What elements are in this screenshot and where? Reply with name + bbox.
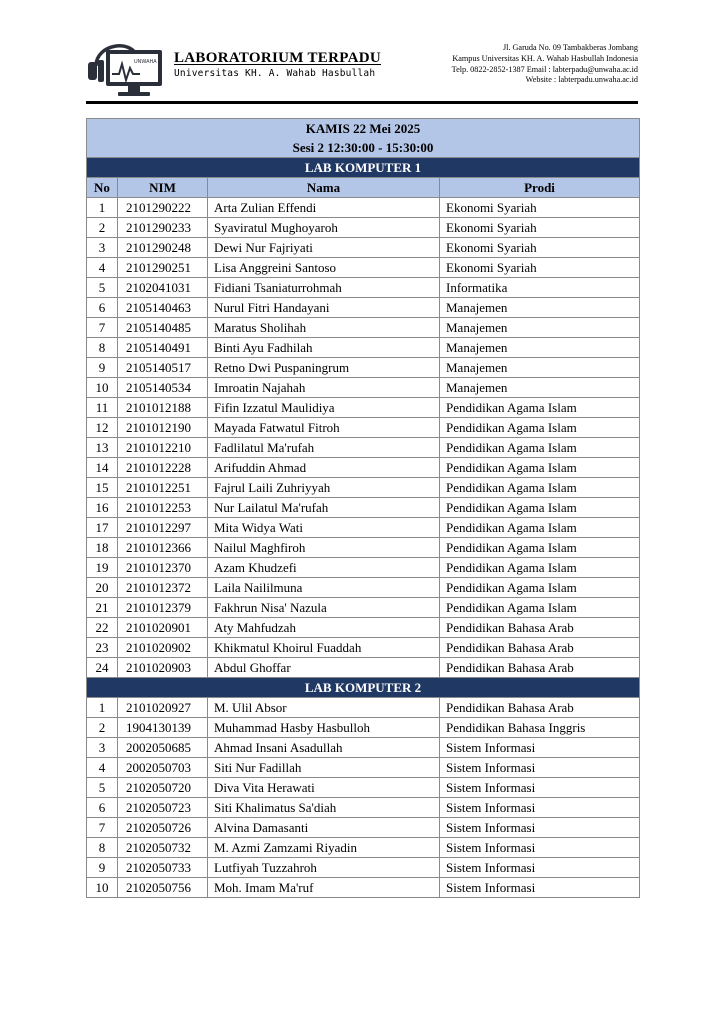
name-cell: Moh. Imam Ma'ruf <box>208 878 440 898</box>
name-cell: Fajrul Laili Zuhriyyah <box>208 478 440 498</box>
nim-cell: 2002050703 <box>118 758 208 778</box>
name-cell: Khikmatul Khoirul Fuaddah <box>208 638 440 658</box>
lab-name: LAB KOMPUTER 1 <box>87 158 640 178</box>
schedule-session: Sesi 2 12:30:00 - 15:30:00 <box>87 138 640 158</box>
table-row <box>87 598 640 618</box>
row-number: 20 <box>87 578 118 598</box>
row-number: 9 <box>87 358 118 378</box>
nim-cell: 2101290233 <box>118 218 208 238</box>
table-row <box>87 478 640 498</box>
row-number: 11 <box>87 398 118 418</box>
table-row <box>87 378 640 398</box>
row-number: 1 <box>87 698 118 718</box>
row-number: 16 <box>87 498 118 518</box>
name-cell: Mita Widya Wati <box>208 518 440 538</box>
table-row <box>87 278 640 298</box>
lab-section-header <box>87 678 640 698</box>
schedule-date: KAMIS 22 Mei 2025 <box>87 119 640 139</box>
table-row <box>87 398 640 418</box>
table-row <box>87 518 640 538</box>
row-number: 14 <box>87 458 118 478</box>
name-cell: Binti Ayu Fadhilah <box>208 338 440 358</box>
row-number: 5 <box>87 778 118 798</box>
row-number: 21 <box>87 598 118 618</box>
nim-cell: 2101012297 <box>118 518 208 538</box>
table-row <box>87 498 640 518</box>
row-number: 24 <box>87 658 118 678</box>
row-number: 4 <box>87 258 118 278</box>
name-cell: M. Ulil Absor <box>208 698 440 718</box>
nim-cell: 2101290248 <box>118 238 208 258</box>
row-number: 8 <box>87 838 118 858</box>
nim-cell: 2101012253 <box>118 498 208 518</box>
name-cell: Nailul Maghfiroh <box>208 538 440 558</box>
row-number: 19 <box>87 558 118 578</box>
name-cell: Azam Khudzefi <box>208 558 440 578</box>
prodi-cell: Manajemen <box>440 318 640 338</box>
name-cell: Alvina Damasanti <box>208 818 440 838</box>
row-number: 3 <box>87 238 118 258</box>
university-name: Universitas KH. A. Wahab Hasbullah <box>174 68 376 79</box>
nim-cell: 2105140463 <box>118 298 208 318</box>
prodi-cell: Sistem Informasi <box>440 838 640 858</box>
table-row <box>87 618 640 638</box>
svg-text:UNWAHA: UNWAHA <box>134 59 157 65</box>
prodi-cell: Pendidikan Agama Islam <box>440 538 640 558</box>
name-cell: Aty Mahfudzah <box>208 618 440 638</box>
row-number: 7 <box>87 818 118 838</box>
table-row <box>87 718 640 738</box>
prodi-cell: Pendidikan Agama Islam <box>440 458 640 478</box>
row-number: 22 <box>87 618 118 638</box>
nim-cell: 2101020903 <box>118 658 208 678</box>
nim-cell: 2101012210 <box>118 438 208 458</box>
address-line: Kampus Universitas KH. A. Wahab Hasbullah Indonesia <box>452 53 638 63</box>
prodi-cell: Pendidikan Bahasa Arab <box>440 618 640 638</box>
name-cell: Dewi Nur Fajriyati <box>208 238 440 258</box>
table-row <box>87 818 640 838</box>
table-row <box>87 878 640 898</box>
prodi-cell: Sistem Informasi <box>440 818 640 838</box>
row-number: 12 <box>87 418 118 438</box>
prodi-cell: Manajemen <box>440 358 640 378</box>
table-row <box>87 578 640 598</box>
row-number: 6 <box>87 298 118 318</box>
prodi-cell: Manajemen <box>440 378 640 398</box>
nim-cell: 2102050726 <box>118 818 208 838</box>
nim-cell: 2102050732 <box>118 838 208 858</box>
row-number: 10 <box>87 378 118 398</box>
row-number: 9 <box>87 858 118 878</box>
table-row <box>87 218 640 238</box>
row-number: 17 <box>87 518 118 538</box>
table-row <box>87 778 640 798</box>
table-row <box>87 758 640 778</box>
table-row <box>87 418 640 438</box>
nim-cell: 2102041031 <box>118 278 208 298</box>
name-cell: Lisa Anggreini Santoso <box>208 258 440 278</box>
name-cell: Nurul Fitri Handayani <box>208 298 440 318</box>
name-cell: Arta Zulian Effendi <box>208 198 440 218</box>
name-cell: Fifin Izzatul Maulidiya <box>208 398 440 418</box>
table-row <box>87 458 640 478</box>
name-cell: Retno Dwi Puspaningrum <box>208 358 440 378</box>
nim-cell: 2101020901 <box>118 618 208 638</box>
column-header-row <box>87 178 640 198</box>
prodi-cell: Pendidikan Agama Islam <box>440 518 640 538</box>
name-cell: Siti Nur Fadillah <box>208 758 440 778</box>
prodi-cell: Informatika <box>440 278 640 298</box>
column-header: Nama <box>208 178 440 198</box>
table-row <box>87 358 640 378</box>
table-row <box>87 638 640 658</box>
nim-cell: 2101020902 <box>118 638 208 658</box>
name-cell: Nur Lailatul Ma'rufah <box>208 498 440 518</box>
nim-cell: 2101012366 <box>118 538 208 558</box>
row-number: 2 <box>87 718 118 738</box>
session-row <box>87 138 640 158</box>
name-cell: M. Azmi Zamzami Riyadin <box>208 838 440 858</box>
nim-cell: 2105140491 <box>118 338 208 358</box>
letterhead-divider <box>86 101 638 104</box>
prodi-cell: Pendidikan Agama Islam <box>440 438 640 458</box>
row-number: 23 <box>87 638 118 658</box>
name-cell: Lutfiyah Tuzzahroh <box>208 858 440 878</box>
table-row <box>87 318 640 338</box>
nim-cell: 2101290251 <box>118 258 208 278</box>
prodi-cell: Ekonomi Syariah <box>440 258 640 278</box>
row-number: 8 <box>87 338 118 358</box>
nim-cell: 2101012190 <box>118 418 208 438</box>
prodi-cell: Pendidikan Bahasa Arab <box>440 658 640 678</box>
prodi-cell: Pendidikan Agama Islam <box>440 478 640 498</box>
nim-cell: 2101012370 <box>118 558 208 578</box>
row-number: 7 <box>87 318 118 338</box>
prodi-cell: Pendidikan Agama Islam <box>440 578 640 598</box>
name-cell: Diva Vita Herawati <box>208 778 440 798</box>
prodi-cell: Ekonomi Syariah <box>440 218 640 238</box>
name-cell: Syaviratul Mughoyaroh <box>208 218 440 238</box>
name-cell: Ahmad Insani Asadullah <box>208 738 440 758</box>
address-line: Jl. Garuda No. 09 Tambakberas Jombang <box>502 43 638 52</box>
prodi-cell: Sistem Informasi <box>440 758 640 778</box>
prodi-cell: Sistem Informasi <box>440 738 640 758</box>
column-header: NIM <box>118 178 208 198</box>
prodi-cell: Pendidikan Agama Islam <box>440 498 640 518</box>
row-number: 18 <box>87 538 118 558</box>
contact-line: Telp. 0822-2852-1387 Email : labterpadu@unwaha.ac.id <box>451 64 638 74</box>
table-row <box>87 298 640 318</box>
lab-logo-icon <box>86 36 164 98</box>
row-number: 5 <box>87 278 118 298</box>
prodi-cell: Manajemen <box>440 338 640 358</box>
name-cell: Muhammad Hasby Hasbulloh <box>208 718 440 738</box>
table-row <box>87 698 640 718</box>
row-number: 10 <box>87 878 118 898</box>
table-row <box>87 838 640 858</box>
row-number: 4 <box>87 758 118 778</box>
table-row <box>87 258 640 278</box>
prodi-cell: Pendidikan Bahasa Arab <box>440 698 640 718</box>
nim-cell: 2102050756 <box>118 878 208 898</box>
schedule-body <box>87 119 640 898</box>
name-cell: Fidiani Tsaniaturrohmah <box>208 278 440 298</box>
name-cell: Laila Naililmuna <box>208 578 440 598</box>
table-row <box>87 198 640 218</box>
prodi-cell: Sistem Informasi <box>440 778 640 798</box>
nim-cell: 2101020927 <box>118 698 208 718</box>
table-row <box>87 438 640 458</box>
row-number: 6 <box>87 798 118 818</box>
nim-cell: 2101012188 <box>118 398 208 418</box>
table-row <box>87 338 640 358</box>
prodi-cell: Manajemen <box>440 298 640 318</box>
website-line: Website : labterpadu.unwaha.ac.id <box>525 75 638 85</box>
prodi-cell: Ekonomi Syariah <box>440 198 640 218</box>
nim-cell: 2002050685 <box>118 738 208 758</box>
nim-cell: 1904130139 <box>118 718 208 738</box>
nim-cell: 2101012379 <box>118 598 208 618</box>
prodi-cell: Pendidikan Agama Islam <box>440 398 640 418</box>
table-row <box>87 738 640 758</box>
table-row <box>87 558 640 578</box>
nim-cell: 2101012251 <box>118 478 208 498</box>
column-header: Prodi <box>440 178 640 198</box>
prodi-cell: Pendidikan Agama Islam <box>440 598 640 618</box>
name-cell: Maratus Sholihah <box>208 318 440 338</box>
name-cell: Fakhrun Nisa' Nazula <box>208 598 440 618</box>
prodi-cell: Pendidikan Agama Islam <box>440 418 640 438</box>
table-row <box>87 658 640 678</box>
table-row <box>87 538 640 558</box>
column-header: No <box>87 178 118 198</box>
nim-cell: 2105140485 <box>118 318 208 338</box>
row-number: 2 <box>87 218 118 238</box>
name-cell: Abdul Ghoffar <box>208 658 440 678</box>
row-number: 13 <box>87 438 118 458</box>
nim-cell: 2101290222 <box>118 198 208 218</box>
nim-cell: 2102050733 <box>118 858 208 878</box>
nim-cell: 2102050723 <box>118 798 208 818</box>
prodi-cell: Ekonomi Syariah <box>440 238 640 258</box>
prodi-cell: Sistem Informasi <box>440 858 640 878</box>
name-cell: Mayada Fatwatul Fitroh <box>208 418 440 438</box>
prodi-cell: Pendidikan Bahasa Inggris <box>440 718 640 738</box>
lab-name: LAB KOMPUTER 2 <box>87 678 640 698</box>
nim-cell: 2101012372 <box>118 578 208 598</box>
table-row <box>87 858 640 878</box>
name-cell: Fadlilatul Ma'rufah <box>208 438 440 458</box>
nim-cell: 2105140534 <box>118 378 208 398</box>
name-cell: Arifuddin Ahmad <box>208 458 440 478</box>
prodi-cell: Sistem Informasi <box>440 878 640 898</box>
table-row <box>87 798 640 818</box>
letterhead <box>86 34 638 104</box>
name-cell: Imroatin Najahah <box>208 378 440 398</box>
lab-section-header <box>87 158 640 178</box>
nim-cell: 2101012228 <box>118 458 208 478</box>
address-block <box>452 43 638 86</box>
row-number: 3 <box>87 738 118 758</box>
name-cell: Siti Khalimatus Sa'diah <box>208 798 440 818</box>
row-number: 15 <box>87 478 118 498</box>
nim-cell: 2105140517 <box>118 358 208 378</box>
row-number: 1 <box>87 198 118 218</box>
prodi-cell: Pendidikan Agama Islam <box>440 558 640 578</box>
schedule-table <box>86 118 640 898</box>
date-row <box>87 119 640 139</box>
nim-cell: 2102050720 <box>118 778 208 798</box>
lab-title: LABORATORIUM TERPADU <box>174 50 381 66</box>
table-row <box>87 238 640 258</box>
prodi-cell: Sistem Informasi <box>440 798 640 818</box>
prodi-cell: Pendidikan Bahasa Arab <box>440 638 640 658</box>
